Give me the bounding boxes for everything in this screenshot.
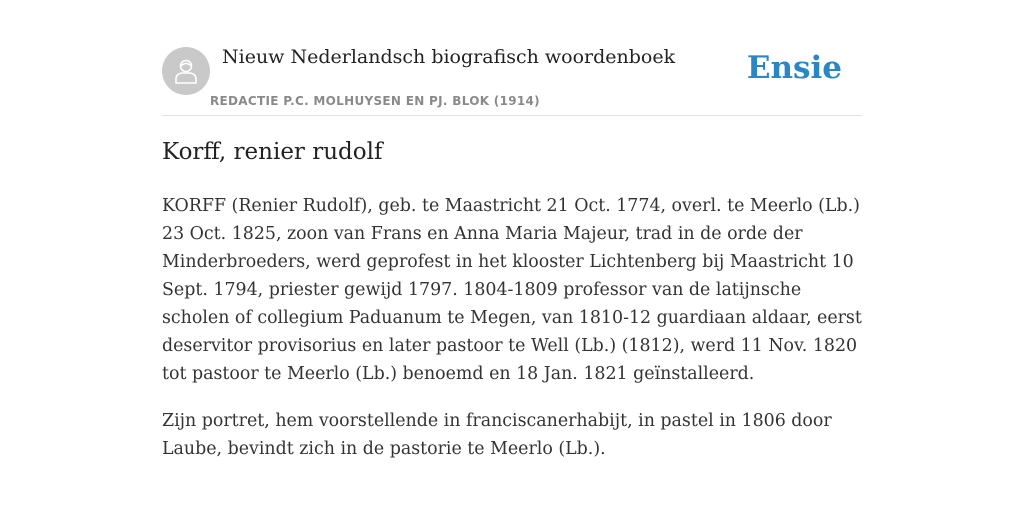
entry-title: Korff, renier rudolf [162,139,383,165]
avatar [162,47,210,95]
entry-body [162,192,866,482]
entry-paragraph: Zijn portret, hem voorstellende in franciscanerhabijt, in pastel in 1806 door Laube, bevindt zich in de pastorie te Meerlo (Lb.). [162,411,832,459]
header [162,40,862,116]
user-icon [173,57,199,85]
ensie-logo[interactable]: Ensie [746,50,842,86]
entry-paragraph: KORFF (Renier Rudolf), geb. te Maastricht 21 Oct. 1774, overl. te Meerlo (Lb.) 23 Oct. 1825, zoon van Frans en Anna Maria Majeur, trad in de orde der Minderbroeders, werd geprofest in het klooster Lichtenberg bij Maastricht 10 Sept. 1794, priester gewijd 1797. 1804-1809 professor van de latijnsche scholen of collegium Paduanum te Megen, van 1810-12 guardiaan aldaar, eerst deservitor provisorius en later pastoor te Well (Lb.) (1812), werd 11 Nov. 1820 tot pastoor te Meerlo (Lb.) benoemd en 18 Jan. 1821 geïnstalleerd. [162,196,862,384]
editors-line: REDACTIE P.C. MOLHUYSEN EN PJ. BLOK (1914) [210,94,540,108]
book-title[interactable]: Nieuw Nederlandsch biografisch woordenboek [222,46,676,68]
